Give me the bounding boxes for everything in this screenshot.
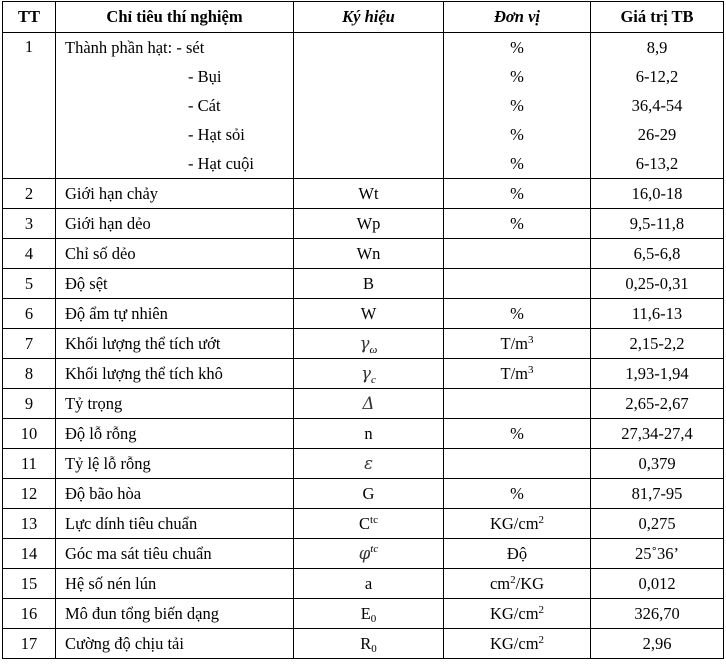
unit-superscript: 2 [538, 633, 545, 646]
unit [444, 449, 591, 479]
unit-rest: /KG [515, 573, 545, 593]
value: 326,70 [591, 599, 724, 629]
unit [444, 269, 591, 299]
header-value: Giá trị TB [591, 2, 724, 33]
table-row [3, 569, 724, 599]
indicator-name: Khối lượng thể tích khô [56, 359, 294, 389]
row-number: 15 [3, 569, 56, 599]
symbol: Wt [294, 179, 444, 209]
value: 25˚36’ [591, 539, 724, 569]
table-row [3, 389, 724, 419]
unit-superscript: 2 [538, 513, 545, 526]
row-number: 1 [3, 33, 56, 179]
value: 81,7-95 [591, 479, 724, 509]
symbol: Wn [294, 239, 444, 269]
symbol [294, 539, 444, 569]
grain-names-cell [56, 33, 294, 179]
grain-unit: % [510, 96, 524, 115]
symbol-subscript: 0 [371, 642, 377, 655]
indicator-name: Độ ẩm tự nhiên [56, 299, 294, 329]
header-tt: TT [3, 2, 56, 33]
value: 0,379 [591, 449, 724, 479]
symbol: W [294, 299, 444, 329]
row-number: 12 [3, 479, 56, 509]
row-number: 3 [3, 209, 56, 239]
row-number: 8 [3, 359, 56, 389]
table-row [3, 209, 724, 239]
grain-value: 6-13,2 [635, 154, 679, 173]
soil-properties-table [2, 1, 724, 659]
unit: % [444, 179, 591, 209]
unit-base: KG/cm [489, 603, 539, 623]
table-row [3, 599, 724, 629]
indicator-name: Giới hạn dẻo [56, 209, 294, 239]
value: 6,5-6,8 [591, 239, 724, 269]
symbol-subscript: c [370, 373, 376, 386]
indicator-name: Lực dính tiêu chuẩn [56, 509, 294, 539]
unit-superscript: 3 [528, 363, 534, 376]
symbol-subscript: 0 [370, 612, 377, 625]
symbol-base: E [360, 603, 371, 623]
unit-base: KG/cm [489, 513, 539, 533]
symbol: G [294, 479, 444, 509]
value: 2,65-2,67 [591, 389, 724, 419]
value: 1,93-1,94 [591, 359, 724, 389]
grain-value: 26-29 [637, 125, 677, 144]
table-row [3, 359, 724, 389]
unit [444, 239, 591, 269]
symbol-text: ε [364, 453, 373, 473]
indicator-name: Mô đun tổng biến dạng [56, 599, 294, 629]
grain-value: 36,4-54 [631, 96, 683, 115]
value: 0,012 [591, 569, 724, 599]
table-header-row [3, 2, 724, 33]
value: 0,275 [591, 509, 724, 539]
unit-base: T/m [500, 333, 528, 353]
row-number: 13 [3, 509, 56, 539]
grain-line-gravel: - Hạt sỏi [188, 125, 245, 144]
unit [444, 509, 591, 539]
indicator-name: Độ lỗ rỗng [56, 419, 294, 449]
symbol [294, 449, 444, 479]
row-number: 14 [3, 539, 56, 569]
unit [444, 599, 591, 629]
header-indicator: Chỉ tiêu thí nghiệm [56, 2, 294, 33]
table-row [3, 449, 724, 479]
grain-line-clay: Thành phần hạt: - sét [65, 38, 205, 57]
value: 2,15-2,2 [591, 329, 724, 359]
indicator-name: Góc ma sát tiêu chuẩn [56, 539, 294, 569]
table-row [3, 179, 724, 209]
symbol [294, 599, 444, 629]
row-number: 4 [3, 239, 56, 269]
unit: % [444, 299, 591, 329]
symbol: Wp [294, 209, 444, 239]
table-row [3, 239, 724, 269]
symbol-superscript: tc [370, 513, 378, 526]
grain-unit: % [510, 38, 524, 57]
indicator-name: Độ bão hòa [56, 479, 294, 509]
symbol-base: γ [361, 363, 371, 383]
indicator-name: Độ sệt [56, 269, 294, 299]
header-symbol: Ký hiệu [294, 2, 444, 33]
unit: Độ [444, 539, 591, 569]
indicator-name: Hệ số nén lún [56, 569, 294, 599]
grain-line-pebble: - Hạt cuội [188, 154, 254, 173]
symbol [294, 629, 444, 659]
indicator-name: Chỉ số dẻo [56, 239, 294, 269]
grain-value: 6-12,2 [635, 67, 679, 86]
value: 0,25-0,31 [591, 269, 724, 299]
row-number: 11 [3, 449, 56, 479]
symbol-superscript: tc [370, 542, 379, 555]
symbol-base: C [359, 513, 371, 533]
unit-superscript: 2 [538, 603, 545, 616]
symbol [294, 509, 444, 539]
grain-units-cell [444, 33, 591, 179]
unit-superscript: 2 [510, 573, 516, 586]
grain-value: 8,9 [646, 38, 668, 57]
unit: % [444, 209, 591, 239]
unit-base: T/m [500, 363, 528, 383]
unit [444, 629, 591, 659]
indicator-name: Khối lượng thể tích ướt [56, 329, 294, 359]
table-row [3, 479, 724, 509]
symbol: n [294, 419, 444, 449]
indicator-name: Tỷ trọng [56, 389, 294, 419]
symbol-base: φ [358, 543, 371, 563]
unit [444, 569, 591, 599]
symbol: a [294, 569, 444, 599]
unit-base: cm [489, 573, 511, 593]
unit: % [444, 419, 591, 449]
symbol [294, 329, 444, 359]
table-row [3, 269, 724, 299]
value: 27,34-27,4 [591, 419, 724, 449]
unit [444, 389, 591, 419]
row-number: 10 [3, 419, 56, 449]
unit [444, 329, 591, 359]
row-number: 2 [3, 179, 56, 209]
row-number: 9 [3, 389, 56, 419]
grain-unit: % [510, 125, 524, 144]
symbol-subscript: ω [369, 343, 378, 356]
row-number: 7 [3, 329, 56, 359]
row-number: 16 [3, 599, 56, 629]
table-row [3, 299, 724, 329]
row-number: 5 [3, 269, 56, 299]
value: 9,5-11,8 [591, 209, 724, 239]
symbol-base: γ [359, 333, 370, 353]
table-row [3, 509, 724, 539]
value: 16,0-18 [591, 179, 724, 209]
table-row [3, 329, 724, 359]
value: 11,6-13 [591, 299, 724, 329]
table-row [3, 539, 724, 569]
grain-symbol-cell [294, 33, 444, 179]
table-row-grain-composition [3, 33, 724, 179]
unit [444, 359, 591, 389]
grain-line-silt: - Bụi [188, 67, 222, 86]
row-number: 6 [3, 299, 56, 329]
symbol-base: R [360, 633, 372, 653]
indicator-name: Cường độ chịu tải [56, 629, 294, 659]
table-row [3, 629, 724, 659]
unit: % [444, 479, 591, 509]
header-unit: Đơn vị [444, 2, 591, 33]
grain-values-cell [591, 33, 724, 179]
symbol: B [294, 269, 444, 299]
grain-unit: % [510, 67, 524, 86]
indicator-name: Giới hạn chảy [56, 179, 294, 209]
table-row [3, 419, 724, 449]
grain-line-sand: - Cát [188, 96, 221, 115]
grain-unit: % [510, 154, 524, 173]
symbol [294, 359, 444, 389]
symbol-text: Δ [362, 393, 375, 413]
unit-base: KG/cm [489, 633, 539, 653]
value: 2,96 [591, 629, 724, 659]
indicator-name: Tỷ lệ lỗ rỗng [56, 449, 294, 479]
symbol [294, 389, 444, 419]
unit-superscript: 3 [528, 333, 534, 346]
row-number: 17 [3, 629, 56, 659]
